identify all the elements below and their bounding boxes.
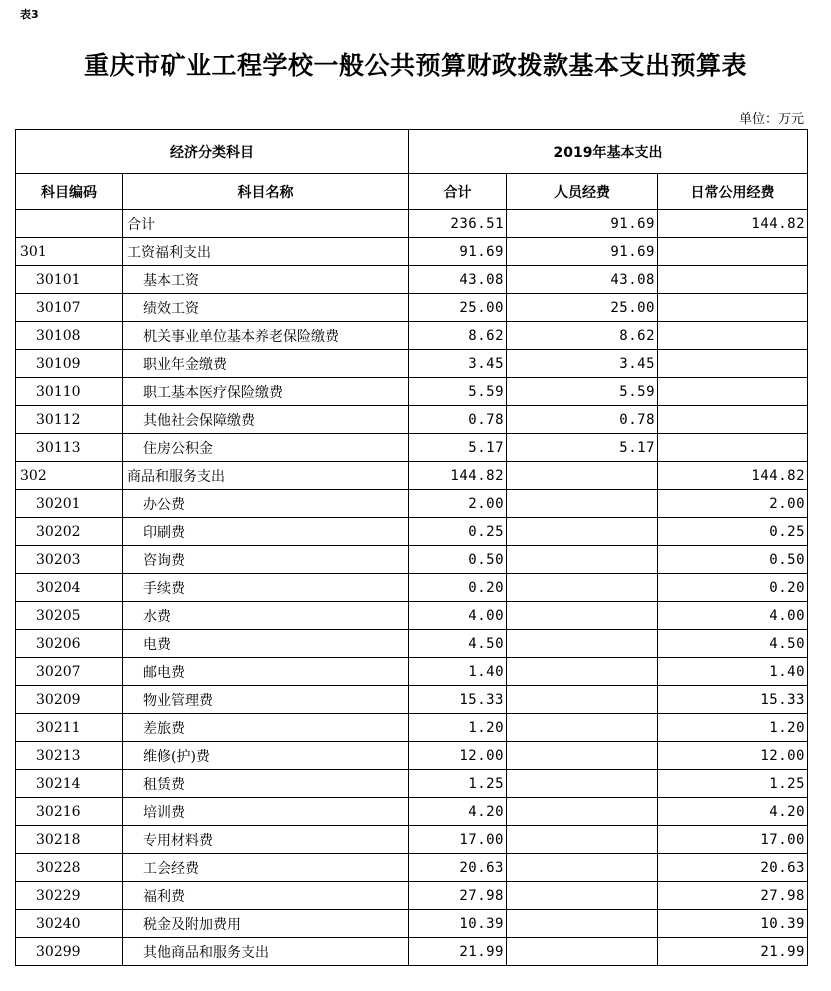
table-row [16,882,808,910]
unit-label: 单位：万元 [738,112,804,127]
row-personnel: 43.08 [507,266,658,294]
row-name: 工会经费 [123,854,409,882]
row-total: 2.00 [409,490,507,518]
row-public: 144.82 [658,210,808,238]
row-name: 职业年金缴费 [123,350,409,378]
row-total: 1.20 [409,714,507,742]
table-row [16,434,808,462]
row-personnel: 91.69 [507,238,658,266]
row-total: 12.00 [409,742,507,770]
row-personnel [507,742,658,770]
row-code: 30207 [16,658,123,686]
row-personnel [507,574,658,602]
row-name: 专用材料费 [123,826,409,854]
row-name: 商品和服务支出 [123,462,409,490]
table-row [16,322,808,350]
row-name: 合计 [123,210,409,238]
row-total: 43.08 [409,266,507,294]
row-code: 30218 [16,826,123,854]
row-public: 4.20 [658,798,808,826]
table-row [16,350,808,378]
row-code: 30204 [16,574,123,602]
header-personnel: 人员经费 [507,174,658,210]
table-row [16,210,808,238]
table-body [16,210,808,966]
row-code: 30240 [16,910,123,938]
row-name: 绩效工资 [123,294,409,322]
row-personnel [507,714,658,742]
table-row [16,294,808,322]
row-name: 物业管理费 [123,686,409,714]
row-code: 30112 [16,406,123,434]
row-code: 30113 [16,434,123,462]
row-public: 1.40 [658,658,808,686]
row-personnel: 8.62 [507,322,658,350]
row-personnel [507,770,658,798]
row-public: 12.00 [658,742,808,770]
table-row [16,630,808,658]
row-code: 30216 [16,798,123,826]
table-row [16,658,808,686]
row-name: 办公费 [123,490,409,518]
row-code: 30109 [16,350,123,378]
row-total: 5.59 [409,378,507,406]
row-public: 17.00 [658,826,808,854]
row-code: 30228 [16,854,123,882]
row-public: 2.00 [658,490,808,518]
header-year-group: 2019年基本支出 [409,130,808,174]
row-personnel [507,854,658,882]
row-code: 30107 [16,294,123,322]
row-code: 30101 [16,266,123,294]
header-name: 科目名称 [123,174,409,210]
row-personnel: 5.17 [507,434,658,462]
table-row [16,378,808,406]
row-code: 30211 [16,714,123,742]
row-name: 维修(护)费 [123,742,409,770]
row-name: 福利费 [123,882,409,910]
row-code: 30203 [16,546,123,574]
row-total: 1.40 [409,658,507,686]
row-personnel [507,798,658,826]
row-total: 144.82 [409,462,507,490]
row-code: 30209 [16,686,123,714]
row-code: 30205 [16,602,123,630]
row-public: 1.25 [658,770,808,798]
row-personnel: 3.45 [507,350,658,378]
table-number: 表3 [20,8,39,21]
row-public [658,322,808,350]
row-personnel [507,910,658,938]
row-name: 水费 [123,602,409,630]
table-row [16,910,808,938]
row-name: 税金及附加费用 [123,910,409,938]
row-name: 机关事业单位基本养老保险缴费 [123,322,409,350]
row-code: 30110 [16,378,123,406]
table-row [16,266,808,294]
table-row [16,602,808,630]
row-personnel: 91.69 [507,210,658,238]
row-total: 0.20 [409,574,507,602]
row-total: 17.00 [409,826,507,854]
row-total: 1.25 [409,770,507,798]
table-row [16,854,808,882]
row-public: 27.98 [658,882,808,910]
row-total: 0.78 [409,406,507,434]
row-personnel [507,490,658,518]
row-public [658,266,808,294]
row-total: 27.98 [409,882,507,910]
row-name: 租赁费 [123,770,409,798]
row-name: 差旅费 [123,714,409,742]
row-code: 302 [16,462,123,490]
table-row [16,770,808,798]
row-public [658,238,808,266]
row-code: 30108 [16,322,123,350]
row-public: 1.20 [658,714,808,742]
row-public [658,294,808,322]
table-row [16,546,808,574]
row-personnel: 0.78 [507,406,658,434]
row-code: 301 [16,238,123,266]
row-name: 其他社会保障缴费 [123,406,409,434]
row-name: 邮电费 [123,658,409,686]
row-name: 手续费 [123,574,409,602]
row-public: 0.50 [658,546,808,574]
row-public: 4.00 [658,602,808,630]
row-personnel [507,462,658,490]
row-public: 0.25 [658,518,808,546]
row-public: 0.20 [658,574,808,602]
row-total: 25.00 [409,294,507,322]
row-total: 91.69 [409,238,507,266]
row-total: 8.62 [409,322,507,350]
row-total: 3.45 [409,350,507,378]
table-row [16,798,808,826]
row-public [658,350,808,378]
page-title: 重庆市矿业工程学校一般公共预算财政拨款基本支出预算表 [83,51,747,80]
row-personnel: 25.00 [507,294,658,322]
row-public [658,406,808,434]
row-name: 培训费 [123,798,409,826]
row-code: 30201 [16,490,123,518]
header-total: 合计 [409,174,507,210]
row-total: 15.33 [409,686,507,714]
row-personnel [507,546,658,574]
row-public: 4.50 [658,630,808,658]
row-name: 电费 [123,630,409,658]
row-personnel [507,602,658,630]
row-public [658,378,808,406]
table-row [16,406,808,434]
row-personnel: 5.59 [507,378,658,406]
row-public [658,434,808,462]
table-row [16,518,808,546]
row-total: 5.17 [409,434,507,462]
row-public: 21.99 [658,938,808,966]
table-row [16,238,808,266]
row-code: 30213 [16,742,123,770]
row-name: 咨询费 [123,546,409,574]
row-code: 30229 [16,882,123,910]
header-econ-group: 经济分类科目 [16,130,409,174]
row-code: 30206 [16,630,123,658]
row-name: 印刷费 [123,518,409,546]
row-personnel [507,630,658,658]
row-code [16,210,123,238]
row-personnel [507,826,658,854]
row-name: 基本工资 [123,266,409,294]
table-row [16,742,808,770]
row-total: 4.20 [409,798,507,826]
row-personnel [507,938,658,966]
row-personnel [507,882,658,910]
row-total: 0.25 [409,518,507,546]
row-total: 236.51 [409,210,507,238]
budget-table [15,129,808,966]
row-public: 20.63 [658,854,808,882]
table-row [16,490,808,518]
table-row [16,574,808,602]
row-total: 21.99 [409,938,507,966]
row-total: 20.63 [409,854,507,882]
table-row [16,826,808,854]
table-row [16,686,808,714]
row-personnel [507,518,658,546]
row-personnel [507,658,658,686]
row-personnel [507,686,658,714]
row-name: 工资福利支出 [123,238,409,266]
table-row [16,714,808,742]
row-name: 住房公积金 [123,434,409,462]
row-code: 30202 [16,518,123,546]
header-code: 科目编码 [16,174,123,210]
row-public: 10.39 [658,910,808,938]
row-total: 10.39 [409,910,507,938]
row-code: 30214 [16,770,123,798]
row-total: 4.50 [409,630,507,658]
row-public: 15.33 [658,686,808,714]
row-total: 4.00 [409,602,507,630]
table-row [16,462,808,490]
table-row [16,938,808,966]
row-code: 30299 [16,938,123,966]
row-name: 职工基本医疗保险缴费 [123,378,409,406]
header-public: 日常公用经费 [658,174,808,210]
row-public: 144.82 [658,462,808,490]
row-name: 其他商品和服务支出 [123,938,409,966]
row-total: 0.50 [409,546,507,574]
